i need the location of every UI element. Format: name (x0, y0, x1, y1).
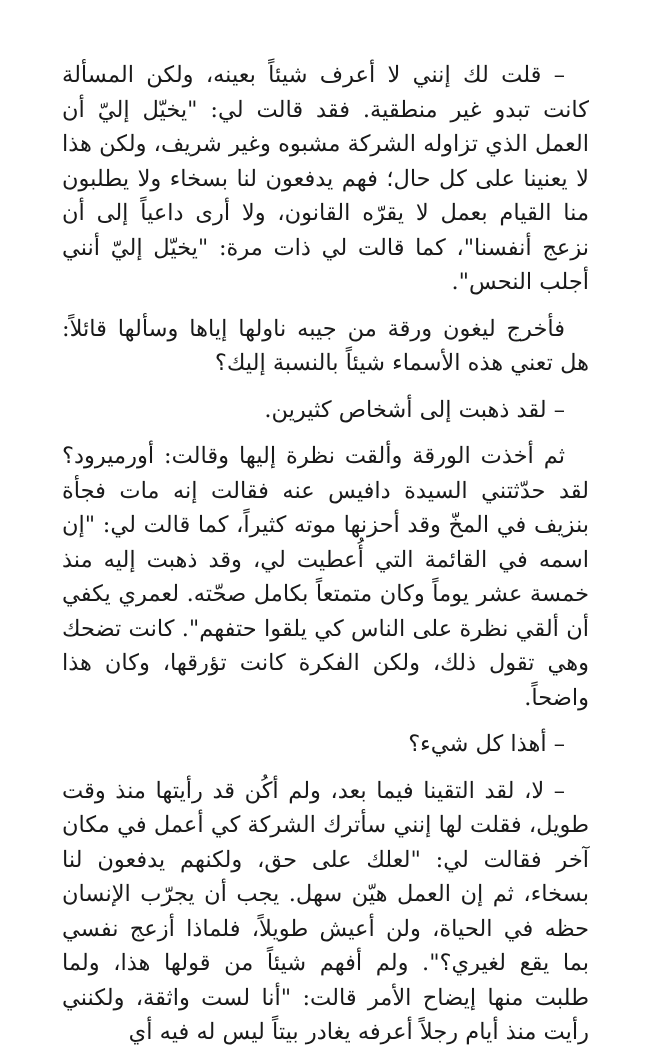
paragraph-6: – لا، لقد التقينا فيما بعد، ولم أكُن قد رأيتها منذ وقت طويل، فقلت لها إنني سأترك الشركة كي أعمل في مكان آخر فقالت لي: "لعلك على حق، ولكنهم يدفعون لنا بسخاء، ثم إن العمل هيّن سهل. يجب أن يجرّب الإنسان حظه في الحياة، ولن أعيش طويلاً، فلماذا أزعج نفسي بما يقع لغيري؟". ولم أفهم شيئاً من قولها هذا، ولما طلبت منها إيضاح الأمر قالت: "أنا لست واثقة، ولكنني رأيت منذ أيام رجلاً أعرفه يغادر بيتاً ليس له فيه أي (62, 777, 589, 1045)
paragraph-4: ثم أخذت الورقة وألقت نظرة إليها وقالت: أورميرود؟ لقد حدّثتني السيدة دافيس عنه فقالت إنه مات فجأة بنزيف في المخّ وقد أحزنها موته كثيراً، كما قالت لي: "إن اسمه في القائمة التي أُعطيت لي، وقد ذهبت إليه منذ خمسة عشر يوماً وكان متمتعاً بكامل صحّته. لعمري يكفي أن ألقي نظرة على الناس كي يلقوا حتفهم". كانت تضحك وهي تقول ذلك، ولكن الفكرة كانت تؤرقها، وكان هذا واضحاً. (62, 443, 589, 711)
paragraph-2: فأخرج ليغون ورقة من جيبه ناولها إياها وسألها قائلاً: هل تعني هذه الأسماء شيئاً بالنسبة إليك؟ (62, 315, 589, 376)
paragraph-1: – قلت لك إنني لا أعرف شيئاً بعينه، ولكن المسألة كانت تبدو غير منطقية. فقد قالت لي: "يخيّل إليّ أن العمل الذي تزاوله الشركة مشبوه وغير شريف، ولكن هذا لا يعنينا على كل حال؛ فهم يدفعون لنا بسخاء ولا يطلبون منا القيام بعمل لا يقرّه القانون، ولا أرى داعياً إلى أن نزعج أنفسنا"، كما قالت لي ذات مرة: "يخيّل إليّ أنني أجلب النحس". (62, 62, 589, 295)
paragraph-3: – لقد ذهبت إلى أشخاص كثيرين. (264, 396, 565, 423)
paragraph-5: – أهذا كل شيء؟ (408, 731, 565, 757)
book-page (62, 58, 589, 1062)
